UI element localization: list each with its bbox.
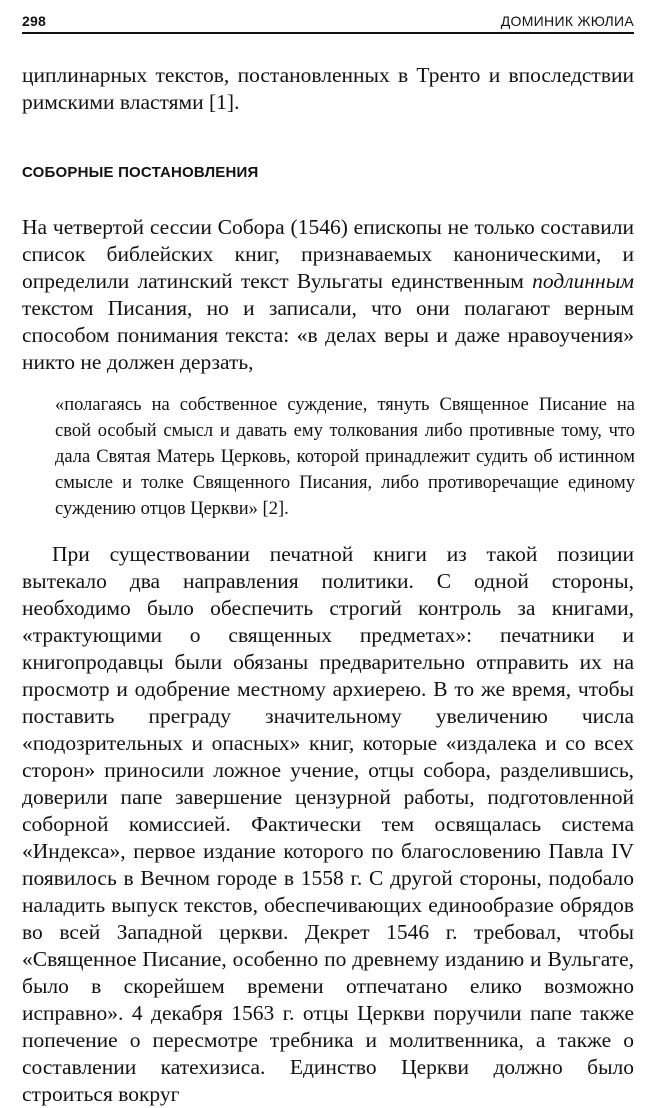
emphasized-word: подлинным [532,269,634,293]
block-quote: «полагаясь на собственное суждение, тянуть Священное Писание на свой особый смысл и давать ему толкования либо противные тому, что дала Святая Матерь Церковь, которой принадлежит судить об истинном смысле и толке Священного Писания, либо противоречащие единому суждению отцов Церкви» [2]. [55,395,635,519]
paragraph-printing-policy: При существовании печатной книги из такой позиции вытекало два направления политики. С одной стороны, необходимо было обеспечить строгий контроль за книгами, «трактующими о священных предметах»: печатники и книгопродавцы были обязаны предварительно отправить их на просмотр и одобрение местному архиерею. В то же время, чтобы поставить преграду значительному увеличению числа «подозрительных и опасных» книг, которые «издалека и со всех сторон» приносили ложное учение, отцы собора, разделившись, доверили папе завершение цензурной работы, подготовленной соборной комиссией. Фактически тем освящалась система «Индекса», первое издание которого по благословению Павла IV появилось в Вечном городе в 1558 г. С другой стороны, подобало наладить выпуск текстов, обеспечивающих единообразие обрядов во всей Западной церкви. Декрет 1546 г. требовал, чтобы «Священное Писание, особенно по древнему изданию и Вульгате, было в скорейшем времени отпечатано елико возможно исправно». 4 декабря 1563 г. отцы Церкви поручили папе также попечение о пересмотре требника и молитвенника, а также о составлении катехизиса. Единство Церкви должно было строиться вокруг [22,542,634,1106]
paragraph-text-start: На четвертой сессии Собора (1546) епископы не только составили список библейских книг, признаваемых каноническими, и определили латинский текст Вульгаты единственным [22,215,634,293]
section-heading: СОБОРНЫЕ ПОСТАНОВЛЕНИЯ [22,164,259,181]
page-number: 298 [22,13,46,29]
running-head: ДОМИНИК ЖЮЛИА [500,13,634,29]
continuation-paragraph: циплинарных текстов, постановленных в Тренто и впоследствии римскими властями [1]. [22,63,634,114]
paragraph-council-session [22,214,634,376]
page-header [22,10,634,34]
paragraph-text-end: текстом Писания, но и записали, что они полагают верным способом понимания текста: «в делах веры и даже нравоучения» никто не должен дерзать, [22,296,634,374]
